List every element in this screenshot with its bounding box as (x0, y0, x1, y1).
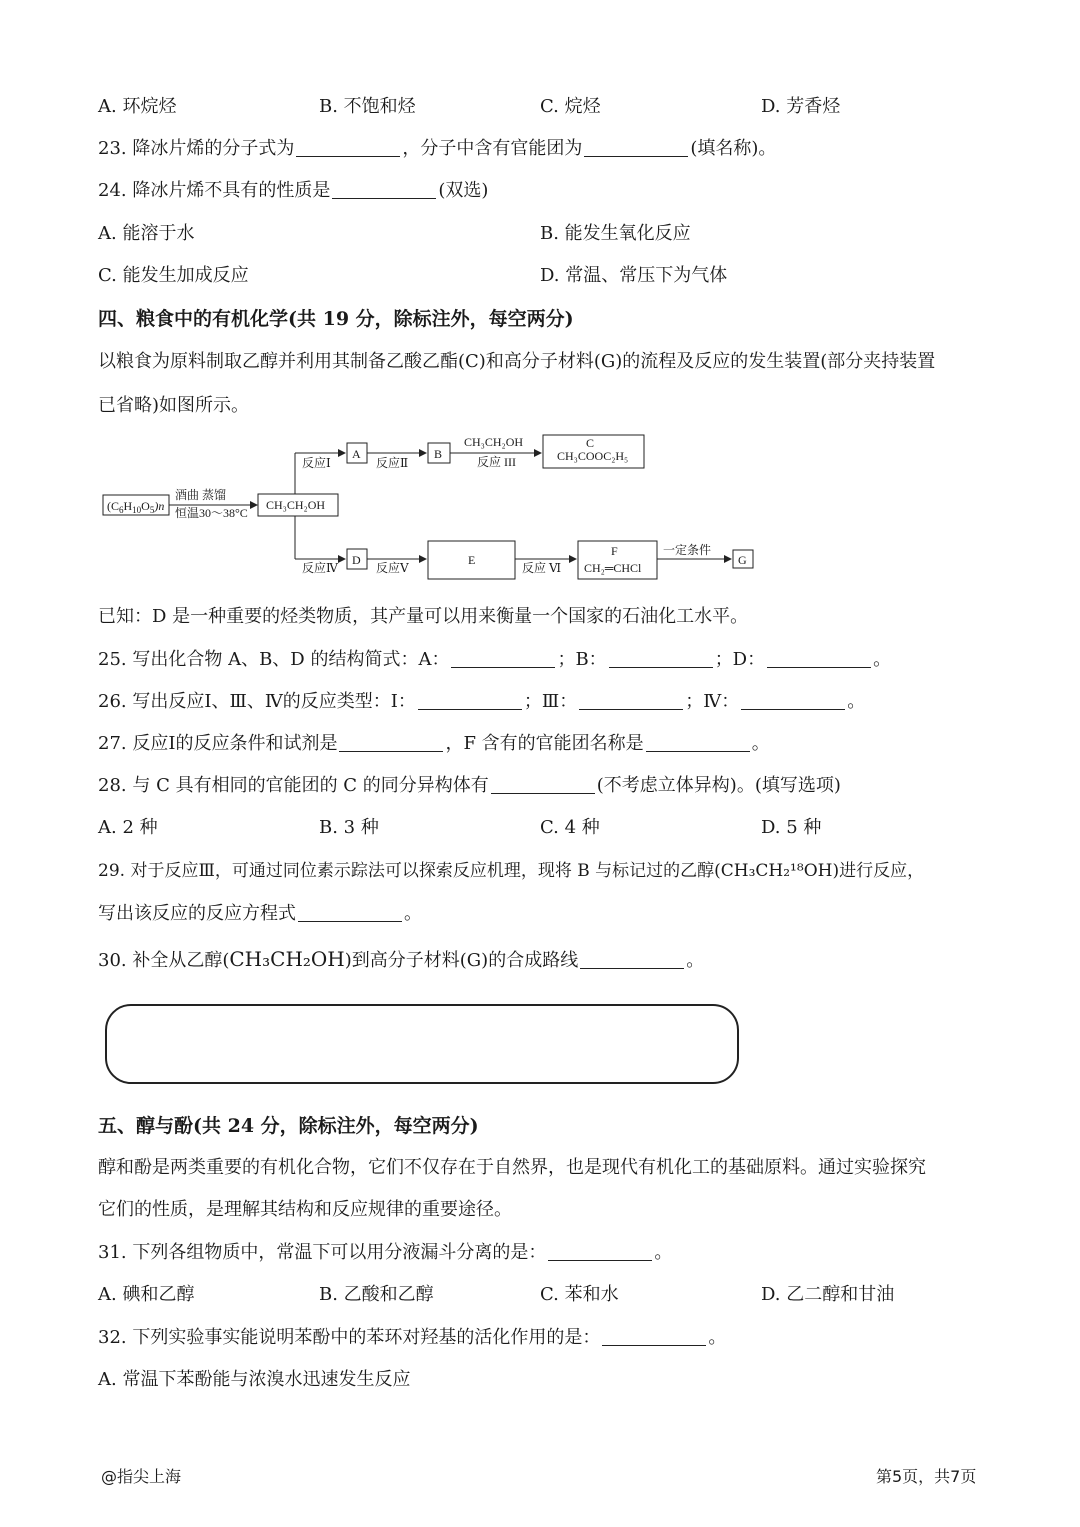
question-27: 27. 反应Ⅰ的反应条件和试剂是 ，F 含有的官能团名称是 。 (98, 733, 770, 754)
answer-blank[interactable] (339, 733, 443, 752)
footer-page-number: 第5页，共7页 (876, 1467, 977, 1486)
answer-blank-1[interactable] (418, 691, 522, 710)
q31-option-b: B. 乙酸和乙醇 (319, 1284, 434, 1305)
cond-top: 酒曲 蒸馏 (175, 488, 227, 502)
answer-blank-a[interactable] (451, 649, 555, 668)
question-29-line1: 29. 对于反应Ⅲ，可通过同位素示踪法可以探索反应机理，现将 B 与标记过的乙醇(CH₃CH₂¹⁸OH)进行反应， (98, 861, 925, 881)
question-28: 28. 与 C 具有相同的官能团的 C 的同分异构体有 (不考虑立体异构)。(填写选项) (98, 775, 841, 796)
g-label: G (738, 553, 747, 567)
reaction-4-label: 反应Ⅳ (302, 561, 338, 575)
d-label: D (352, 553, 361, 567)
q28-option-b: B. 3 种 (319, 817, 379, 838)
answer-blank[interactable] (584, 138, 688, 157)
section-5-intro-2: 它们的性质，是理解其结构和反应规律的重要途径。 (98, 1199, 512, 1220)
answer-blank-b[interactable] (609, 649, 713, 668)
q31-option-d: D. 乙二醇和甘油 (761, 1284, 895, 1305)
b-label: B (434, 447, 443, 461)
reaction-1-label: 反应Ⅰ (302, 456, 331, 470)
reaction-flow-diagram (95, 428, 775, 588)
e-label: E (468, 553, 476, 567)
q31-option-a: A. 碘和乙醇 (98, 1284, 195, 1305)
c-formula: CH₃COOC₂H₅ (557, 449, 629, 463)
q24-option-c: C. 能发生加成反应 (98, 265, 249, 286)
reaction-6-label: 反应 Ⅵ (522, 561, 562, 575)
f-label: F (611, 544, 618, 558)
reaction-2-label: 反应Ⅱ (376, 456, 409, 470)
q31-option-c: C. 苯和水 (540, 1284, 619, 1305)
q28-option-d: D. 5 种 (761, 817, 822, 838)
c-label: C (586, 436, 595, 450)
cond-g: 一定条件 (663, 543, 712, 557)
answer-blank[interactable] (580, 950, 684, 969)
section-5-intro-1: 醇和酚是两类重要的有机化合物，它们不仅存在于自然界，也是现代有机化工的基础原料。通过实验探究 (98, 1157, 926, 1178)
answer-box[interactable] (105, 1004, 739, 1084)
question-32: 32. 下列实验事实能说明苯酚中的苯环对羟基的活化作用的是： 。 (98, 1327, 727, 1348)
answer-blank[interactable] (332, 180, 436, 199)
q22-option-a: A. 环烷烃 (98, 96, 177, 117)
reaction-3-label: 反应 III (477, 455, 516, 469)
question-29-line2: 写出该反应的反应方程式 。 (98, 903, 422, 924)
question-26: 26. 写出反应Ⅰ、Ⅲ、Ⅳ的反应类型：Ⅰ： ；Ⅲ： ；Ⅳ： 。 (98, 691, 866, 712)
answer-blank-d[interactable] (767, 649, 871, 668)
question-25: 25. 写出化合物 A、B、D 的结构简式：A： ；B： ；D： 。 (98, 649, 892, 670)
answer-blank[interactable] (602, 1327, 706, 1346)
known-info: 已知：D 是一种重要的烃类物质，其产量可以用来衡量一个国家的石油化工水平。 (98, 606, 749, 627)
question-31: 31. 下列各组物质中，常温下可以用分液漏斗分离的是： 。 (98, 1242, 673, 1263)
answer-blank[interactable] (298, 903, 402, 922)
answer-blank[interactable] (646, 733, 750, 752)
q24-option-b: B. 能发生氧化反应 (540, 223, 691, 244)
answer-blank[interactable] (548, 1242, 652, 1261)
answer-blank[interactable] (296, 138, 400, 157)
q22-option-c: C. 烷烃 (540, 96, 601, 117)
q24-option-a: A. 能溶于水 (98, 223, 195, 244)
q22-option-b: B. 不饱和烃 (319, 96, 416, 117)
section-5-title: 五、醇与酚(共 24 分，除标注外，每空两分) (98, 1115, 479, 1137)
section-4-intro-2: 已省略)如图所示。 (98, 395, 250, 416)
reaction-5-label: 反应Ⅴ (376, 561, 409, 575)
ethanol-label: CH₃CH₂OH (266, 498, 326, 512)
starch-formula: $(C_6H_{10}O_5)n$ (107, 499, 165, 515)
answer-blank-4[interactable] (741, 691, 845, 710)
footer-source: @指尖上海 (101, 1467, 182, 1486)
q32-option-a: A. 常温下苯酚能与浓溴水迅速发生反应 (98, 1369, 411, 1390)
a-label: A (352, 447, 361, 461)
q24-option-d: D. 常温、常压下为气体 (540, 265, 728, 286)
question-24: 24. 降冰片烯不具有的性质是 (双选) (98, 180, 489, 201)
cond-bottom: 恒温30～38°C (175, 506, 248, 520)
f-formula: CH₂═CHCl (584, 561, 642, 575)
answer-blank[interactable] (491, 775, 595, 794)
answer-blank-3[interactable] (579, 691, 683, 710)
question-23: 23. 降冰片烯的分子式为 ，分子中含有官能团为 (填名称)。 (98, 138, 777, 159)
question-30: 30. 补全从乙醇(CH₃CH₂OH)到高分子材料(G)的合成路线 。 (98, 947, 705, 971)
q22-option-d: D. 芳香烃 (761, 96, 841, 117)
section-4-title: 四、粮食中的有机化学(共 19 分，除标注外，每空两分) (98, 308, 574, 330)
section-4-intro-1: 以粮食为原料制取乙醇并利用其制备乙酸乙酯(C)和高分子材料(G)的流程及反应的发生装置(部分夹持装置 (98, 351, 936, 372)
q28-option-c: C. 4 种 (540, 817, 600, 838)
reaction-3-reagent: CH₃CH₂OH (464, 435, 524, 449)
q28-option-a: A. 2 种 (98, 817, 158, 838)
